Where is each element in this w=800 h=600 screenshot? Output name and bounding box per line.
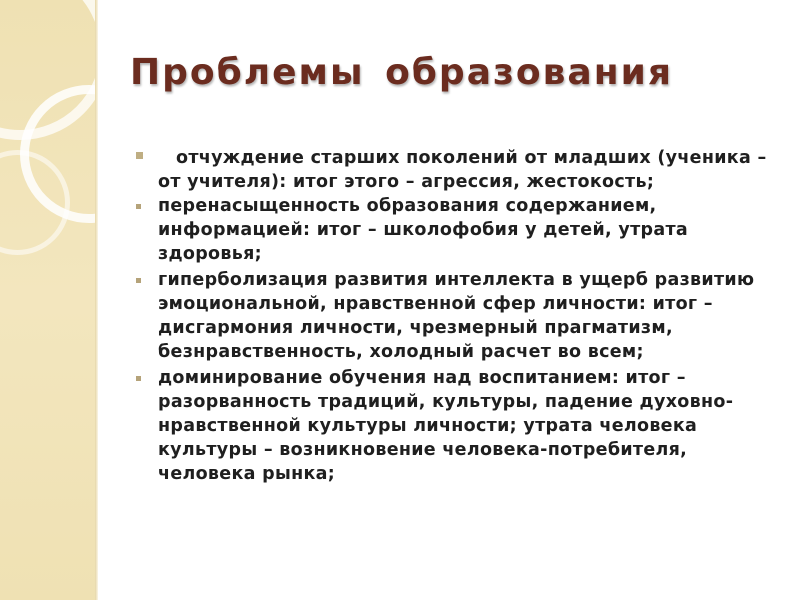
bullet-item-1 bbox=[132, 146, 772, 194]
square-bullet-icon bbox=[136, 376, 141, 381]
square-bullet-icon bbox=[136, 152, 143, 159]
bullet-item-4 bbox=[132, 366, 772, 486]
slide-title: Проблемы образования bbox=[130, 52, 673, 93]
bullet-list bbox=[132, 146, 772, 488]
square-bullet-icon bbox=[136, 278, 141, 283]
decorative-side-panel bbox=[0, 0, 95, 600]
bullet-text: доминирование обучения над воспитанием: итог – разорванность традиций, культуры, падение духовно-нравственной культуры личности; утрата человека культуры – возникновение человека-потребителя, человека рынка; bbox=[158, 368, 734, 484]
bullet-item-2 bbox=[132, 194, 772, 266]
bullet-text: отчуждение старших поколений от младших (ученика – от учителя): итог этого – агрессия, жестокость; bbox=[158, 148, 767, 192]
bullet-text: перенасыщенность образования содержанием, информацией: итог – школофобия у детей, утрата здоровья; bbox=[158, 196, 689, 264]
bullet-text: гиперболизация развития интеллекта в ущерб развитию эмоциональной, нравственной сфер личности: итог – дисгармония личности, чрезмерный прагматизм, безнравственность, холодный расчет во всем; bbox=[158, 270, 755, 362]
square-bullet-icon bbox=[136, 204, 141, 209]
side-panel-edge bbox=[95, 0, 98, 600]
bullet-item-3 bbox=[132, 268, 772, 364]
